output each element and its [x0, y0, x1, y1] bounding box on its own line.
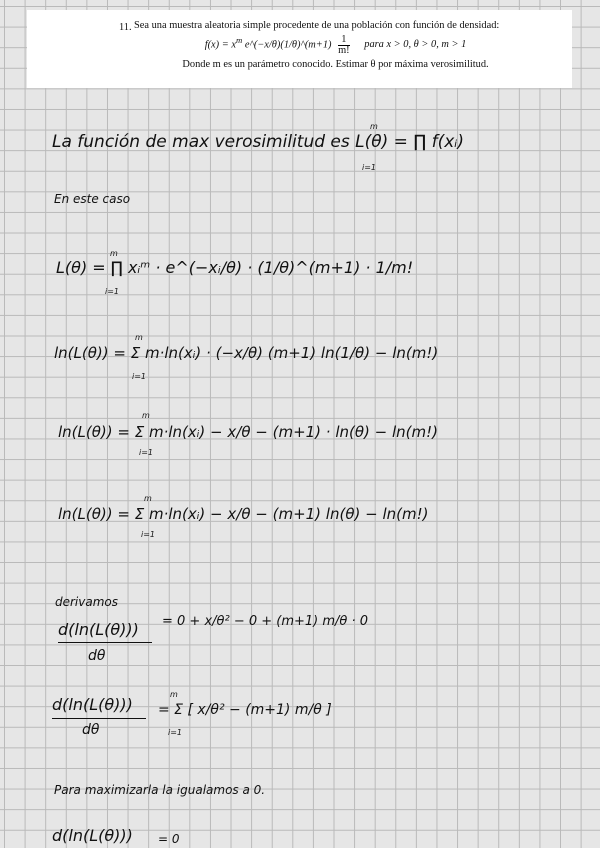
derivative-numerator: d(ln(L(θ)))	[58, 620, 139, 639]
product-lower-limit: i=1	[362, 163, 377, 172]
eq3-upper-limit: m	[142, 411, 150, 420]
derivative2-denominator: dθ	[82, 722, 100, 738]
fraction-denominator: m!	[338, 44, 350, 56]
log-likelihood-step3: ln(L(θ)) = Σ m·ln(xᵢ) − x/θ − (m+1) ln(θ) − ln(m!)	[58, 505, 429, 523]
d2-upper-limit: m	[170, 690, 178, 699]
final-rhs: = 0	[158, 832, 180, 846]
log-likelihood-step1: ln(L(θ)) = Σ m·ln(xᵢ) · (−x/θ) (m+1) ln(1/θ) − ln(m!)	[54, 344, 439, 362]
eq4-upper-limit: m	[144, 494, 152, 503]
product-upper-limit: m	[370, 122, 378, 131]
formula-conditions: para x > 0, θ > 0, m > 1	[364, 39, 467, 51]
formula-rest: e^(−x/θ)(1/θ)^(m+1)	[244, 39, 332, 51]
derivative-rhs: = 0 + x/θ² − 0 + (m+1) m/θ · 0	[162, 614, 369, 629]
density-formula: $f(x) = x^m$ e^(−x/θ)(1/θ)^(m+1) $\frac{1}{m!}$ para x > 0, θ > 0, m > 1	[204, 33, 467, 56]
eq4-lower-limit: i=1	[141, 530, 156, 539]
formula-fraction	[338, 35, 350, 56]
log-likelihood-step2: ln(L(θ)) = Σ m·ln(xᵢ) − x/θ − (m+1) · ln(θ) − ln(m!)	[58, 423, 438, 441]
eq2-lower-limit: i=1	[132, 372, 147, 381]
problem-first-line	[119, 20, 552, 32]
problem-text: Sea una muestra aleatoria simple procedente de una población con función de densidad:	[134, 20, 500, 31]
maximize-text: Para maximizarla la igualamos a 0.	[54, 783, 266, 797]
eq2-upper-limit: m	[135, 333, 143, 342]
problem-statement	[27, 10, 572, 88]
likelihood-expansion: L(θ) = ∏ xᵢᵐ · e^(−xᵢ/θ) · (1/θ)^(m+1) · 1/m!	[56, 258, 414, 277]
d2-lower-limit: i=1	[168, 728, 183, 737]
derivative-denominator: dθ	[88, 648, 106, 664]
problem-closing: Donde m es un parámetro conocido. Estimar θ por máxima verosimilitud.	[182, 58, 489, 70]
eq1-upper-limit: m	[110, 249, 118, 258]
problem-number: 11.	[119, 22, 132, 33]
derivative2-rhs: = Σ [ x/θ² − (m+1) m/θ ]	[158, 702, 332, 718]
derive-label: derivamos	[55, 595, 119, 609]
derivative2-numerator: d(ln(L(θ)))	[52, 695, 133, 714]
derivative2-fraction-bar	[52, 718, 146, 719]
final-numerator: d(ln(L(θ)))	[52, 826, 133, 845]
in-this-case-text: En este caso	[54, 192, 131, 206]
eq1-lower-limit: i=1	[105, 287, 120, 296]
fraction-numerator: 1	[338, 35, 350, 46]
formula-lhs: f(x) = x	[204, 39, 236, 51]
eq3-lower-limit: i=1	[139, 448, 154, 457]
likelihood-definition: La función de max verosimilitud es L(θ) = ∏ f(xᵢ)	[52, 132, 464, 152]
derivative-fraction-bar	[58, 642, 152, 643]
